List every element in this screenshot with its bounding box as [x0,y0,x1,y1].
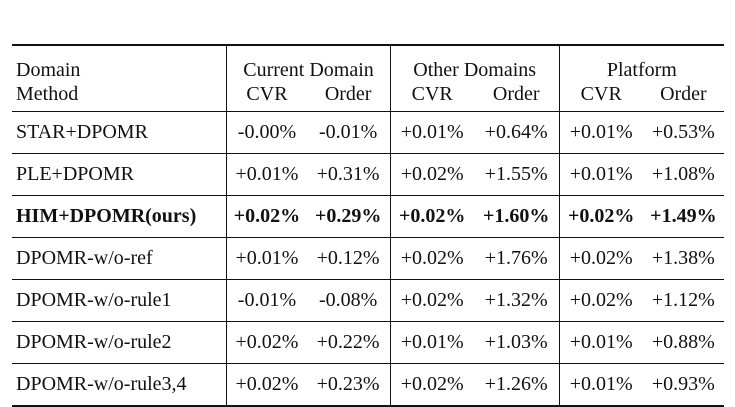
cell-platform-cvr: +0.02% [559,196,643,238]
cell-platform-cvr: +0.02% [559,238,643,280]
header-sub-platform-cvr: CVR [559,83,643,112]
cell-other-cvr: +0.02% [390,154,474,196]
header-group-current-domain: Current Domain [227,45,390,83]
cell-other-order: +1.60% [474,196,559,238]
cell-platform-order: +0.93% [643,364,724,407]
row-method-name: DPOMR-w/o-rule1 [12,280,227,322]
header-sub-other-order: Order [474,83,559,112]
cell-platform-order: +1.12% [643,280,724,322]
row-method-name: HIM+DPOMR(ours) [12,196,227,238]
cell-platform-order: +1.49% [643,196,724,238]
table-row-highlight [12,196,724,238]
table-row [12,280,724,322]
cell-other-cvr: +0.01% [390,112,474,154]
cell-platform-cvr: +0.01% [559,322,643,364]
cell-current-cvr: +0.02% [227,364,307,407]
header-sub-current-order: Order [307,83,391,112]
header-group-row [12,45,724,83]
cell-current-order: +0.12% [307,238,391,280]
cell-current-order: -0.01% [318,121,378,143]
cell-platform-cvr: +0.02% [559,280,643,322]
cell-platform-order: +1.08% [643,154,724,196]
cell-current-cvr: +0.01% [227,154,307,196]
cell-platform-cvr: +0.01% [559,154,643,196]
header-method-label: Method [12,83,227,112]
cell-platform-order: +0.53% [651,121,715,143]
row-method-name: DPOMR-w/o-ref [12,238,227,280]
table-row [12,238,724,280]
cell-current-cvr: +0.01% [227,238,307,280]
header-group-other-domains: Other Domains [390,45,559,83]
cell-platform-cvr: +0.01% [559,112,643,154]
results-table [12,44,724,407]
row-method-name: STAR+DPOMR [16,121,148,143]
cell-platform-order: +1.38% [643,238,724,280]
cell-other-cvr: +0.02% [390,364,474,407]
cell-current-order: +0.29% [307,196,391,238]
table-row [12,154,724,196]
cell-current-order: +0.31% [307,154,391,196]
header-group-platform: Platform [559,45,724,83]
cell-other-order: +1.03% [474,322,559,364]
cell-current-cvr: -0.01% [227,280,307,322]
cell-platform-cvr: +0.01% [559,364,643,407]
cell-other-order: +1.76% [474,238,559,280]
cell-current-order: +0.22% [307,322,391,364]
table-row [12,364,724,407]
cell-current-order: +0.23% [307,364,391,407]
table-row [12,322,724,364]
cell-current-cvr: -0.00% [227,112,307,154]
header-sub-platform-order: Order [643,83,724,112]
cell-other-order: +0.64% [484,121,548,143]
cell-platform-order: +0.88% [643,322,724,364]
cell-other-cvr: +0.02% [390,196,474,238]
header-domain-label: Domain [12,45,227,83]
row-method-name: DPOMR-w/o-rule2 [12,322,227,364]
cell-other-cvr: +0.01% [390,322,474,364]
cell-other-cvr: +0.02% [390,280,474,322]
cell-current-cvr: +0.02% [227,196,307,238]
cell-current-order: -0.08% [307,280,391,322]
header-sub-current-cvr: CVR [227,83,307,112]
header-sub-other-cvr: CVR [390,83,474,112]
header-subcolumn-row [12,83,724,112]
cell-current-cvr: +0.02% [227,322,307,364]
row-method-name: PLE+DPOMR [12,154,227,196]
cell-other-order: +1.26% [474,364,559,407]
cell-other-order: +1.32% [474,280,559,322]
table-row [12,112,724,154]
cell-other-order: +1.55% [474,154,559,196]
row-method-name: DPOMR-w/o-rule3,4 [12,364,227,407]
cell-other-cvr: +0.02% [390,238,474,280]
